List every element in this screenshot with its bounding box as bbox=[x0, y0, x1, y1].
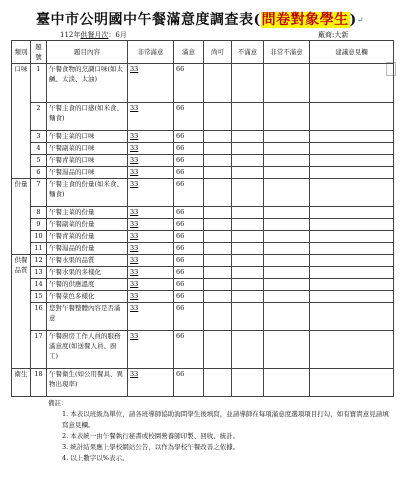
header-category: 類別 bbox=[12, 41, 31, 64]
suggestion-cell[interactable] bbox=[310, 231, 394, 243]
very-unsatisfied-cell[interactable] bbox=[264, 255, 310, 267]
very-satisfied-cell[interactable] bbox=[128, 331, 174, 369]
satisfied-cell[interactable]: 66 bbox=[174, 267, 204, 279]
acceptable-cell[interactable] bbox=[204, 243, 232, 255]
row-text: 午餐湯品的份量 bbox=[47, 243, 128, 255]
satisfied-cell[interactable]: 66 bbox=[174, 331, 204, 369]
row-text: 午餐水果的品質 bbox=[47, 255, 128, 267]
category-portion: 份量 bbox=[12, 179, 31, 255]
supply-period bbox=[60, 30, 127, 40]
row-text: 午餐青菜的口味 bbox=[47, 155, 128, 167]
suggestion-cell[interactable] bbox=[310, 64, 394, 103]
very-satisfied-cell[interactable] bbox=[128, 179, 174, 207]
very-unsatisfied-cell[interactable] bbox=[264, 331, 310, 369]
row-number: 1 bbox=[31, 64, 47, 103]
table-row bbox=[12, 279, 394, 291]
note-item: 2. 本表統一由午餐執行秘書或校園營養師印製、回收、統計。 bbox=[62, 432, 240, 440]
row-number: 6 bbox=[31, 167, 47, 179]
year-suffix: ：6月 bbox=[108, 31, 127, 39]
table-row bbox=[12, 369, 394, 397]
row-text: 午餐主菜的口味 bbox=[47, 131, 128, 143]
acceptable-cell[interactable] bbox=[204, 143, 232, 155]
very-satisfied-cell[interactable] bbox=[128, 131, 174, 143]
value: 33 bbox=[130, 332, 139, 340]
acceptable-cell[interactable] bbox=[204, 331, 232, 369]
row-text: 午餐青菜的份量 bbox=[47, 231, 128, 243]
table-row bbox=[12, 255, 394, 267]
satisfied-cell[interactable]: 66 bbox=[174, 64, 204, 103]
unsatisfied-cell[interactable] bbox=[232, 231, 264, 243]
table-row bbox=[12, 155, 394, 167]
very-unsatisfied-cell[interactable] bbox=[264, 207, 310, 219]
suggestion-cell[interactable] bbox=[310, 331, 394, 369]
row-number: 14 bbox=[31, 279, 47, 291]
satisfied-cell[interactable]: 66 bbox=[174, 243, 204, 255]
notes-section bbox=[48, 398, 393, 464]
value: 33 bbox=[130, 180, 139, 188]
value: 33 bbox=[130, 268, 139, 276]
unsatisfied-cell[interactable] bbox=[232, 279, 264, 291]
title-highlight: 問卷對象學生 bbox=[261, 12, 349, 28]
unsatisfied-cell[interactable] bbox=[232, 179, 264, 207]
very-unsatisfied-cell[interactable] bbox=[264, 279, 310, 291]
unsatisfied-cell[interactable] bbox=[232, 155, 264, 167]
satisfied-cell[interactable]: 66 bbox=[174, 255, 204, 267]
suggestion-cell[interactable] bbox=[310, 155, 394, 167]
satisfied-cell[interactable]: 66 bbox=[174, 155, 204, 167]
note-item: 4. 以上數字以%表示。 bbox=[62, 454, 129, 462]
acceptable-cell[interactable] bbox=[204, 219, 232, 231]
table-row bbox=[12, 267, 394, 279]
acceptable-cell[interactable] bbox=[204, 255, 232, 267]
row-text: 午餐廚房工作人員的服務滿意度(如送餐人員、廚工) bbox=[47, 331, 128, 369]
very-satisfied-cell[interactable] bbox=[128, 219, 174, 231]
very-unsatisfied-cell[interactable] bbox=[264, 219, 310, 231]
row-text: 午餐副菜的口味 bbox=[47, 143, 128, 155]
header-very-unsatisfied: 非常不滿意 bbox=[264, 41, 310, 64]
header-content: 題目內容 bbox=[47, 41, 128, 64]
value: 33 bbox=[130, 132, 139, 140]
value: 33 bbox=[130, 370, 139, 378]
acceptable-cell[interactable] bbox=[204, 231, 232, 243]
acceptable-cell[interactable] bbox=[204, 267, 232, 279]
very-satisfied-cell[interactable] bbox=[128, 369, 174, 397]
row-number: 5 bbox=[31, 155, 47, 167]
very-satisfied-cell[interactable] bbox=[128, 243, 174, 255]
acceptable-cell[interactable] bbox=[204, 167, 232, 179]
very-satisfied-cell[interactable] bbox=[128, 103, 174, 131]
paragraph-mark-icon: ↵ bbox=[356, 15, 364, 25]
title-tail: ) bbox=[349, 12, 357, 28]
row-number: 9 bbox=[31, 219, 47, 231]
acceptable-cell[interactable] bbox=[204, 131, 232, 143]
value: 33 bbox=[130, 104, 139, 112]
value: 33 bbox=[130, 232, 139, 240]
very-unsatisfied-cell[interactable] bbox=[264, 167, 310, 179]
acceptable-cell[interactable] bbox=[204, 155, 232, 167]
satisfied-cell[interactable]: 66 bbox=[174, 291, 204, 303]
header-row bbox=[12, 41, 394, 64]
satisfied-cell[interactable]: 66 bbox=[174, 303, 204, 331]
very-satisfied-cell[interactable] bbox=[128, 207, 174, 219]
very-unsatisfied-cell[interactable] bbox=[264, 143, 310, 155]
row-number: 15 bbox=[31, 291, 47, 303]
suggestion-cell[interactable] bbox=[310, 255, 394, 267]
row-text: 午餐主菜的份量 bbox=[47, 207, 128, 219]
satisfied-cell[interactable]: 66 bbox=[174, 179, 204, 207]
unsatisfied-cell[interactable] bbox=[232, 167, 264, 179]
very-unsatisfied-cell[interactable] bbox=[264, 103, 310, 131]
very-unsatisfied-cell[interactable] bbox=[264, 303, 310, 331]
title-main: 臺中市公明國中午餐滿意度調查表( bbox=[36, 12, 261, 28]
row-text: 午餐衛生(如公用餐具、異物出現率) bbox=[47, 369, 128, 397]
table-row bbox=[12, 64, 394, 103]
table-row bbox=[12, 143, 394, 155]
survey-table bbox=[11, 40, 394, 397]
suggestion-cell[interactable] bbox=[310, 369, 394, 397]
satisfied-cell[interactable]: 66 bbox=[174, 103, 204, 131]
satisfied-cell[interactable]: 66 bbox=[174, 219, 204, 231]
very-unsatisfied-cell[interactable] bbox=[264, 291, 310, 303]
satisfied-cell[interactable]: 66 bbox=[174, 143, 204, 155]
row-number: 16 bbox=[31, 303, 47, 331]
row-text: 您對午餐整體內容是否滿意 bbox=[47, 303, 128, 331]
very-unsatisfied-cell[interactable] bbox=[264, 369, 310, 397]
acceptable-cell[interactable] bbox=[204, 64, 232, 103]
row-number: 17 bbox=[31, 331, 47, 369]
acceptable-cell[interactable] bbox=[204, 179, 232, 207]
value: 33 bbox=[130, 144, 139, 152]
row-text: 午餐水果的多樣化 bbox=[47, 267, 128, 279]
unsatisfied-cell[interactable] bbox=[232, 131, 264, 143]
table-row bbox=[12, 207, 394, 219]
row-number: 11 bbox=[31, 243, 47, 255]
value: 33 bbox=[130, 292, 139, 300]
table-row bbox=[12, 231, 394, 243]
row-number: 4 bbox=[31, 143, 47, 155]
suggestion-cell[interactable] bbox=[310, 207, 394, 219]
table-row bbox=[12, 167, 394, 179]
row-text: 午餐主食的份量(如米食、麵食) bbox=[47, 179, 128, 207]
very-satisfied-cell[interactable] bbox=[128, 143, 174, 155]
header-very-satisfied: 非常滿意 bbox=[128, 41, 174, 64]
very-satisfied-cell[interactable] bbox=[128, 303, 174, 331]
acceptable-cell[interactable] bbox=[204, 303, 232, 331]
satisfied-cell[interactable]: 66 bbox=[174, 207, 204, 219]
header-satisfied: 滿意 bbox=[174, 41, 204, 64]
unsatisfied-cell[interactable] bbox=[232, 331, 264, 369]
very-satisfied-cell[interactable] bbox=[128, 231, 174, 243]
suggestion-cell[interactable] bbox=[310, 143, 394, 155]
row-number: 3 bbox=[31, 131, 47, 143]
value: 33 bbox=[130, 208, 139, 216]
suggestion-cell[interactable] bbox=[310, 131, 394, 143]
unsatisfied-cell[interactable] bbox=[232, 207, 264, 219]
value: 33 bbox=[130, 304, 139, 312]
unsatisfied-cell[interactable] bbox=[232, 243, 264, 255]
row-number: 7 bbox=[31, 179, 47, 207]
header-suggestions: 建議意見欄 bbox=[310, 41, 394, 64]
suggestion-cell[interactable] bbox=[310, 279, 394, 291]
row-number: 12 bbox=[31, 255, 47, 267]
row-text: 午餐主食的口感(如米食、麵食) bbox=[47, 103, 128, 131]
satisfied-cell[interactable]: 66 bbox=[174, 131, 204, 143]
notes-list bbox=[62, 409, 393, 464]
row-text: 午餐食物的烹調口味(如太鹹、太淡、太油) bbox=[47, 64, 128, 103]
table-row bbox=[12, 103, 394, 131]
unsatisfied-cell[interactable] bbox=[232, 255, 264, 267]
acceptable-cell[interactable] bbox=[204, 291, 232, 303]
suggestion-cell[interactable] bbox=[310, 303, 394, 331]
table-row bbox=[12, 219, 394, 231]
acceptable-cell[interactable] bbox=[204, 369, 232, 397]
row-number: 10 bbox=[31, 231, 47, 243]
value: 33 bbox=[130, 65, 139, 73]
table-row bbox=[12, 331, 394, 369]
very-unsatisfied-cell[interactable] bbox=[264, 231, 310, 243]
very-satisfied-cell[interactable] bbox=[128, 279, 174, 291]
value: 33 bbox=[130, 256, 139, 264]
table-row bbox=[12, 291, 394, 303]
category-quality: 供餐品質 bbox=[12, 255, 31, 369]
row-number: 18 bbox=[31, 369, 47, 397]
unsatisfied-cell[interactable] bbox=[232, 267, 264, 279]
unsatisfied-cell[interactable] bbox=[232, 303, 264, 331]
value: 33 bbox=[130, 156, 139, 164]
acceptable-cell[interactable] bbox=[204, 103, 232, 131]
very-satisfied-cell[interactable] bbox=[128, 155, 174, 167]
unsatisfied-cell[interactable] bbox=[232, 103, 264, 131]
year-underline: 供餐月次 bbox=[80, 31, 109, 39]
unsatisfied-cell[interactable] bbox=[232, 64, 264, 103]
suggestion-cell[interactable] bbox=[310, 219, 394, 231]
very-unsatisfied-cell[interactable] bbox=[264, 179, 310, 207]
acceptable-cell[interactable] bbox=[204, 207, 232, 219]
table-row bbox=[12, 179, 394, 207]
value: 33 bbox=[130, 168, 139, 176]
satisfied-cell[interactable]: 66 bbox=[174, 279, 204, 291]
header-acceptable: 尚可 bbox=[204, 41, 232, 64]
suggestion-cell[interactable] bbox=[310, 179, 394, 207]
note-item: 3. 統計結果應上學校網站公告，以作為學校午餐改善之依據。 bbox=[62, 443, 240, 451]
satisfied-cell[interactable]: 66 bbox=[174, 369, 204, 397]
satisfied-cell[interactable]: 66 bbox=[174, 231, 204, 243]
row-text: 午餐的供應溫度 bbox=[47, 279, 128, 291]
unsatisfied-cell[interactable] bbox=[232, 219, 264, 231]
unsatisfied-cell[interactable] bbox=[232, 291, 264, 303]
note-item: 1. 本表以班級為單位，請各班導師協助詢問學生後填寫，並請導師在每項滿意度選項項目打勾，如有寶貴意見請填寫意見欄。 bbox=[62, 410, 389, 429]
very-unsatisfied-cell[interactable] bbox=[264, 267, 310, 279]
value: 33 bbox=[130, 280, 139, 288]
very-satisfied-cell[interactable] bbox=[128, 267, 174, 279]
vendor-label: 廠商:大新 bbox=[318, 31, 349, 39]
suggestion-cell[interactable] bbox=[310, 103, 394, 131]
header-number: 題號 bbox=[31, 41, 47, 64]
row-number: 8 bbox=[31, 207, 47, 219]
very-satisfied-cell[interactable] bbox=[128, 167, 174, 179]
table-row bbox=[12, 303, 394, 331]
value: 33 bbox=[130, 220, 139, 228]
value: 33 bbox=[130, 244, 139, 252]
row-number: 13 bbox=[31, 267, 47, 279]
year-prefix: 112年 bbox=[60, 31, 81, 39]
header-unsatisfied: 不滿意 bbox=[232, 41, 264, 64]
very-satisfied-cell[interactable] bbox=[128, 255, 174, 267]
very-satisfied-cell[interactable] bbox=[128, 64, 174, 103]
row-text: 午餐湯品的口味 bbox=[47, 167, 128, 179]
very-unsatisfied-cell[interactable] bbox=[264, 155, 310, 167]
suggestion-cell[interactable] bbox=[310, 267, 394, 279]
very-satisfied-cell[interactable] bbox=[128, 291, 174, 303]
page-title bbox=[0, 9, 400, 29]
row-text: 午餐副菜的份量 bbox=[47, 219, 128, 231]
category-taste: 口味 bbox=[12, 64, 31, 179]
category-hygiene: 衛生 bbox=[12, 369, 31, 397]
table-row bbox=[12, 243, 394, 255]
very-unsatisfied-cell[interactable] bbox=[264, 64, 310, 103]
satisfied-cell[interactable]: 66 bbox=[174, 167, 204, 179]
suggestion-cell[interactable] bbox=[310, 243, 394, 255]
very-unsatisfied-cell[interactable] bbox=[264, 131, 310, 143]
row-number: 2 bbox=[31, 103, 47, 131]
row-text: 午餐菜色多樣化 bbox=[47, 291, 128, 303]
suggestion-cell[interactable] bbox=[310, 167, 394, 179]
notes-label: 備註： bbox=[48, 399, 68, 407]
very-unsatisfied-cell[interactable] bbox=[264, 243, 310, 255]
acceptable-cell[interactable] bbox=[204, 279, 232, 291]
suggestion-cell[interactable] bbox=[310, 291, 394, 303]
table-row bbox=[12, 131, 394, 143]
unsatisfied-cell[interactable] bbox=[232, 369, 264, 397]
unsatisfied-cell[interactable] bbox=[232, 143, 264, 155]
